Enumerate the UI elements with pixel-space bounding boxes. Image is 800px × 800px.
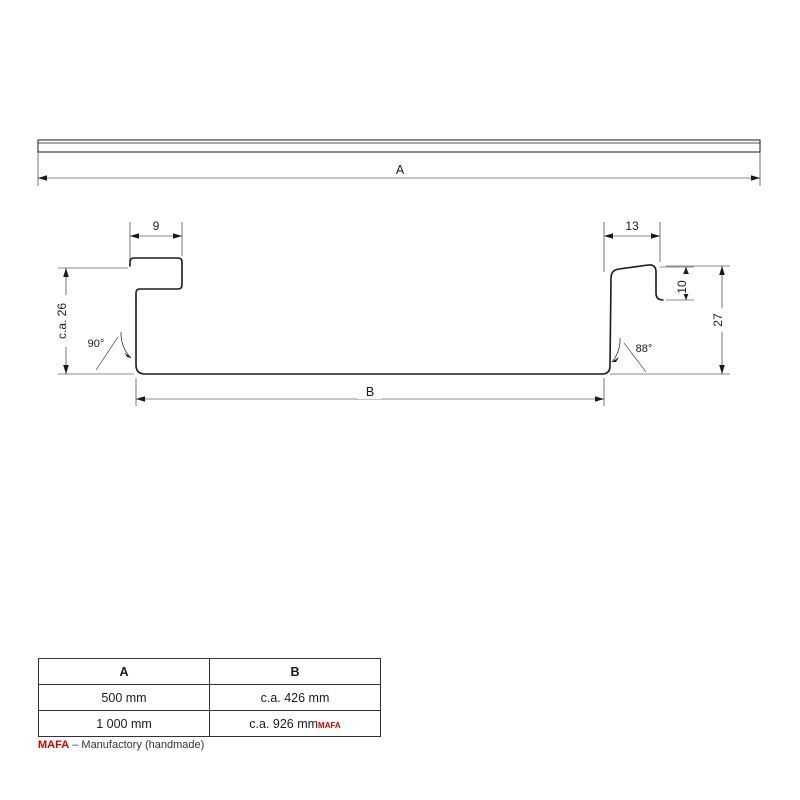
- table-header-row: [39, 659, 381, 685]
- table-header-b: B: [210, 659, 381, 685]
- brand-mark-icon: MAFA: [318, 720, 341, 730]
- table-header-a: A: [39, 659, 210, 685]
- cell-b-1: c.a. 426 mm: [210, 685, 381, 711]
- dimension-b: [136, 378, 604, 406]
- label-left-height: c.a. 26: [55, 302, 69, 340]
- label-right-height: 27: [711, 313, 725, 327]
- cell-a-2: 1 000 mm: [39, 711, 210, 737]
- label-right-flange: 13: [625, 219, 639, 233]
- dimension-left-height: [55, 268, 134, 374]
- angle-left: [88, 332, 131, 370]
- label-right-angle: 88°: [635, 343, 653, 355]
- table-row: [39, 711, 381, 737]
- label-left-flange: 9: [152, 219, 160, 233]
- footnote: [38, 739, 204, 751]
- label-right-lip: 10: [675, 280, 689, 294]
- profile-section: [130, 258, 663, 374]
- angle-right: [612, 338, 652, 372]
- dimension-right-height: [610, 266, 730, 374]
- cell-a-1: 500 mm: [39, 685, 210, 711]
- label-left-angle: 90°: [87, 338, 105, 350]
- footnote-brand: MAFA: [38, 739, 70, 751]
- top-plan-view: [38, 140, 760, 152]
- dimension-right-flange: [604, 219, 660, 272]
- cell-b-2-text: c.a. 926 mm: [249, 716, 319, 731]
- spec-table: [38, 658, 381, 737]
- label-b-bottom: B: [365, 385, 375, 399]
- table-row: [39, 685, 381, 711]
- label-a-top: A: [395, 163, 405, 177]
- dimension-right-lip: [660, 267, 694, 300]
- cell-b-2: [210, 711, 381, 737]
- dimension-left-flange: [130, 219, 182, 262]
- footnote-text: – Manufactory (handmade): [69, 739, 205, 751]
- dimension-a: [38, 152, 760, 186]
